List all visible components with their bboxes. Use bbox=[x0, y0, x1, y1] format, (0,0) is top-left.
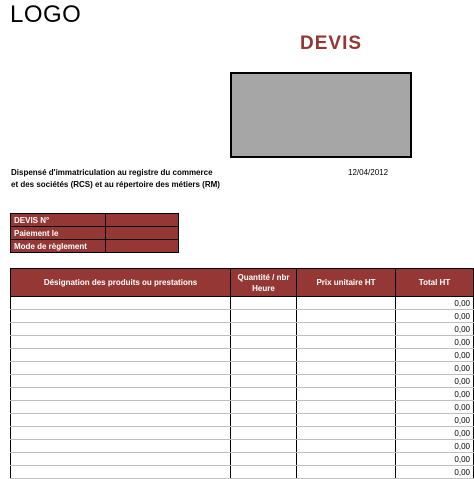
quantity-cell[interactable] bbox=[231, 362, 297, 375]
table-row bbox=[11, 427, 474, 440]
table-row bbox=[11, 453, 474, 466]
quantity-cell[interactable] bbox=[231, 323, 297, 336]
unit-price-cell[interactable] bbox=[297, 375, 396, 388]
total-cell: 0,00 bbox=[396, 388, 474, 401]
info-label: DEVIS N° bbox=[11, 214, 106, 227]
total-cell: 0,00 bbox=[396, 427, 474, 440]
total-cell: 0,00 bbox=[396, 349, 474, 362]
total-cell: 0,00 bbox=[396, 440, 474, 453]
info-value-field[interactable] bbox=[106, 240, 179, 253]
header-quantity: Quantité / nbr Heure bbox=[231, 269, 297, 297]
header-unit-price: Prix unitaire HT bbox=[297, 269, 396, 297]
table-row bbox=[11, 323, 474, 336]
table-row bbox=[11, 310, 474, 323]
table-row bbox=[11, 375, 474, 388]
total-cell: 0,00 bbox=[396, 375, 474, 388]
total-cell: 0,00 bbox=[396, 310, 474, 323]
unit-price-cell[interactable] bbox=[297, 310, 396, 323]
unit-price-cell[interactable] bbox=[297, 297, 396, 310]
unit-price-cell[interactable] bbox=[297, 401, 396, 414]
table-row bbox=[11, 349, 474, 362]
table-row bbox=[11, 401, 474, 414]
quantity-cell[interactable] bbox=[231, 336, 297, 349]
designation-cell[interactable] bbox=[11, 336, 231, 349]
designation-cell[interactable] bbox=[11, 349, 231, 362]
designation-cell[interactable] bbox=[11, 414, 231, 427]
quantity-cell[interactable] bbox=[231, 401, 297, 414]
info-row bbox=[11, 214, 179, 227]
designation-cell[interactable] bbox=[11, 427, 231, 440]
table-row bbox=[11, 466, 474, 479]
unit-price-cell[interactable] bbox=[297, 362, 396, 375]
total-cell: 0,00 bbox=[396, 323, 474, 336]
table-row bbox=[11, 362, 474, 375]
unit-price-cell[interactable] bbox=[297, 349, 396, 362]
quantity-cell[interactable] bbox=[231, 427, 297, 440]
table-row bbox=[11, 336, 474, 349]
unit-price-cell[interactable] bbox=[297, 427, 396, 440]
table-row bbox=[11, 297, 474, 310]
designation-cell[interactable] bbox=[11, 375, 231, 388]
table-row bbox=[11, 440, 474, 453]
total-cell: 0,00 bbox=[396, 401, 474, 414]
quantity-cell[interactable] bbox=[231, 375, 297, 388]
designation-cell[interactable] bbox=[11, 401, 231, 414]
designation-cell[interactable] bbox=[11, 388, 231, 401]
table-header-row bbox=[11, 269, 474, 297]
designation-cell[interactable] bbox=[11, 310, 231, 323]
total-cell: 0,00 bbox=[396, 466, 474, 479]
designation-cell[interactable] bbox=[11, 466, 231, 479]
quantity-cell[interactable] bbox=[231, 466, 297, 479]
info-label: Mode de règlement bbox=[11, 240, 106, 253]
unit-price-cell[interactable] bbox=[297, 453, 396, 466]
logo-text: LOGO bbox=[10, 1, 82, 28]
total-cell: 0,00 bbox=[396, 414, 474, 427]
unit-price-cell[interactable] bbox=[297, 440, 396, 453]
total-cell: 0,00 bbox=[396, 362, 474, 375]
unit-price-cell[interactable] bbox=[297, 414, 396, 427]
quantity-cell[interactable] bbox=[231, 453, 297, 466]
designation-cell[interactable] bbox=[11, 440, 231, 453]
unit-price-cell[interactable] bbox=[297, 388, 396, 401]
designation-cell[interactable] bbox=[11, 453, 231, 466]
info-value-field[interactable] bbox=[106, 214, 179, 227]
quantity-cell[interactable] bbox=[231, 414, 297, 427]
info-label: Paiement le bbox=[11, 227, 106, 240]
designation-cell[interactable] bbox=[11, 362, 231, 375]
quantity-cell[interactable] bbox=[231, 440, 297, 453]
quantity-cell[interactable] bbox=[231, 388, 297, 401]
header-total: Total HT bbox=[396, 269, 474, 297]
info-row bbox=[11, 227, 179, 240]
document-title: DEVIS bbox=[300, 33, 363, 54]
quote-date: 12/04/2012 bbox=[348, 168, 389, 177]
quantity-cell[interactable] bbox=[231, 349, 297, 362]
total-cell: 0,00 bbox=[396, 453, 474, 466]
table-row bbox=[11, 414, 474, 427]
legal-notice-line-2: et des sociétés (RCS) et au répertoire des métiers (RM) bbox=[11, 180, 220, 189]
designation-cell[interactable] bbox=[11, 323, 231, 336]
info-value-field[interactable] bbox=[106, 227, 179, 240]
total-cell: 0,00 bbox=[396, 297, 474, 310]
designation-cell[interactable] bbox=[11, 297, 231, 310]
quantity-cell[interactable] bbox=[231, 310, 297, 323]
line-items-table bbox=[10, 268, 474, 479]
table-row bbox=[11, 388, 474, 401]
total-cell: 0,00 bbox=[396, 336, 474, 349]
unit-price-cell[interactable] bbox=[297, 336, 396, 349]
legal-notice bbox=[11, 167, 220, 191]
info-row bbox=[11, 240, 179, 253]
header-designation: Désignation des produits ou prestations bbox=[11, 269, 231, 297]
unit-price-cell[interactable] bbox=[297, 323, 396, 336]
unit-price-cell[interactable] bbox=[297, 466, 396, 479]
quote-info-table bbox=[10, 213, 179, 253]
quantity-cell[interactable] bbox=[231, 297, 297, 310]
legal-notice-line-1: Dispensé d'immatriculation au registre du commerce bbox=[11, 168, 213, 177]
image-placeholder bbox=[230, 72, 412, 158]
